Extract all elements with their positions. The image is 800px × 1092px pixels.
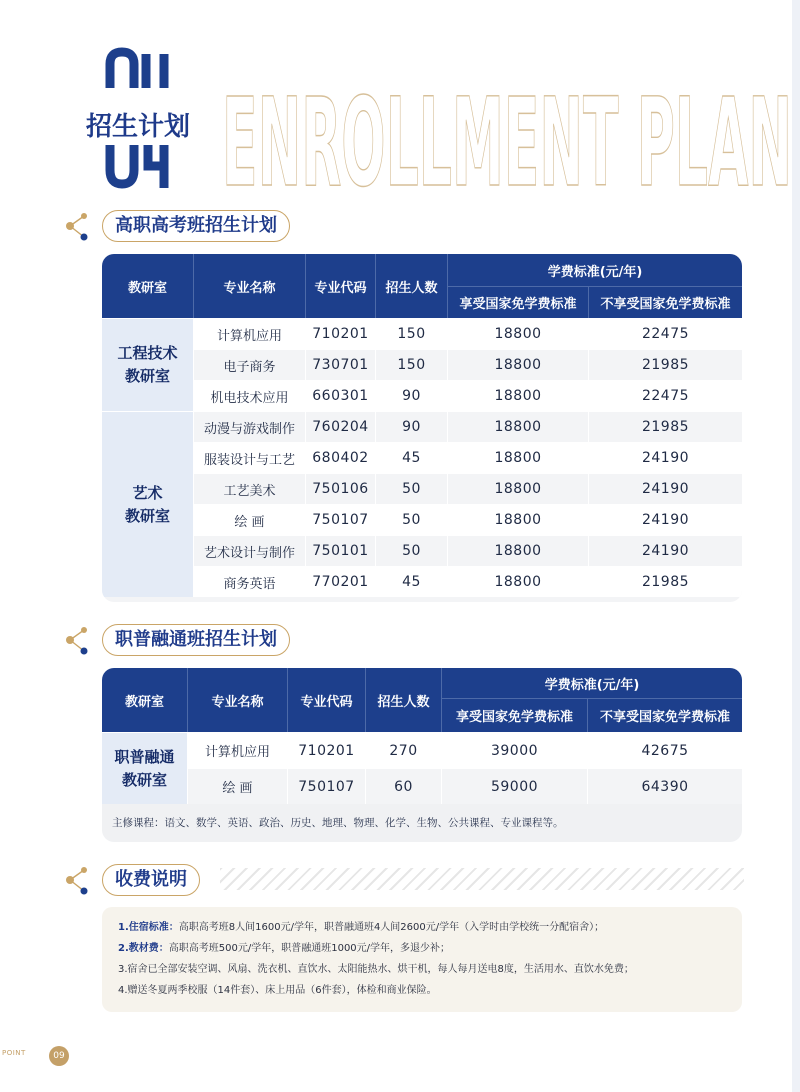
fee-free-cell: 18800 — [448, 380, 589, 411]
header-fee-free: 享受国家免学费标准 — [442, 698, 588, 732]
code-cell: 750106 — [306, 473, 376, 504]
count-cell: 60 — [366, 768, 442, 804]
dept-line1: 艺术 — [132, 483, 163, 502]
connector-dots-icon — [64, 626, 92, 656]
dept-cell — [102, 411, 194, 597]
code-cell: 710201 — [306, 318, 376, 349]
section1-heading — [64, 208, 744, 248]
code-cell: 760204 — [306, 411, 376, 442]
dept-cell — [102, 732, 188, 804]
table-row — [102, 380, 742, 411]
header-fee-group: 学费标准(元/年) — [448, 254, 742, 286]
fee-item-text: 3.宿舍已全部安装空调、风扇、洗衣机、直饮水、太阳能热水、烘干机，每人每月送电8度，生活用水、直饮水免费； — [118, 964, 634, 975]
fee-free-cell: 18800 — [448, 411, 589, 442]
fee-nonfree-cell: 24190 — [589, 442, 742, 473]
major-cell: 服装设计与工艺 — [194, 442, 306, 473]
header-code: 专业代码 — [306, 254, 376, 318]
fee-nonfree-cell: 21985 — [589, 411, 742, 442]
hatch-decoration — [220, 868, 744, 890]
page-footer — [2, 1046, 66, 1066]
major-cell: 机电技术应用 — [194, 380, 306, 411]
count-cell: 50 — [376, 504, 448, 535]
fee-nonfree-cell: 64390 — [588, 768, 742, 804]
count-cell: 150 — [376, 318, 448, 349]
header-code: 专业代码 — [288, 668, 366, 732]
header-dept: 教研室 — [102, 254, 194, 318]
section2-title: 职普融通班招生计划 — [102, 624, 290, 656]
fee-item-label: 2.教材费： — [118, 943, 169, 954]
table-row — [102, 411, 742, 442]
section3-heading — [64, 862, 744, 902]
header-dept: 教研室 — [102, 668, 188, 732]
fee-nonfree-cell: 22475 — [589, 318, 742, 349]
fee-nonfree-cell: 24190 — [589, 504, 742, 535]
fee-free-cell: 39000 — [442, 732, 588, 768]
fee-item-label: 1.住宿标准： — [118, 922, 179, 933]
header-count: 招生人数 — [366, 668, 442, 732]
count-cell: 90 — [376, 411, 448, 442]
code-cell: 770201 — [306, 566, 376, 597]
count-cell: 270 — [366, 732, 442, 768]
header-fee-nonfree: 不享受国家免学费标准 — [589, 286, 742, 318]
major-cell: 工艺美术 — [194, 473, 306, 504]
fee-nonfree-cell: 21985 — [589, 349, 742, 380]
table-row — [102, 349, 742, 380]
page-edge-strip — [792, 0, 800, 1092]
fee-item — [118, 938, 726, 959]
fee-free-cell: 18800 — [448, 566, 589, 597]
dept-line1: 工程技术 — [117, 344, 178, 362]
header-fee-group: 学费标准(元/年) — [442, 668, 742, 698]
code-cell: 680402 — [306, 442, 376, 473]
header-major: 专业名称 — [188, 668, 288, 732]
dept-cell — [102, 318, 194, 411]
table-row — [102, 566, 742, 597]
fee-item-text: 4.赠送冬夏两季校服（14件套）、床上用品（6件套），体检和商业保险。 — [118, 985, 437, 996]
dept-line1: 职普融通 — [114, 747, 175, 766]
fee-item — [118, 959, 726, 980]
fee-item-text: 高职高考班500元/学年，职普融通班1000元/学年，多退少补； — [168, 943, 451, 954]
dept-line2: 教研室 — [121, 770, 167, 789]
table-row — [102, 732, 742, 768]
table-row — [102, 473, 742, 504]
section1-title: 高职高考班招生计划 — [102, 210, 290, 242]
fee-item-text: 高职高考班8人间1600元/学年，职普融通班4人间2600元/学年（入学时由学校统一分配宿舍）； — [178, 922, 605, 933]
table-row — [102, 535, 742, 566]
code-cell: 730701 — [306, 349, 376, 380]
count-cell: 45 — [376, 566, 448, 597]
enrollment-plan-text: ENROLLMENT PLAN — [222, 72, 792, 195]
count-cell: 45 — [376, 442, 448, 473]
fee-free-cell: 18800 — [448, 442, 589, 473]
fee-nonfree-cell: 22475 — [589, 380, 742, 411]
major-cell: 电子商务 — [194, 349, 306, 380]
code-cell: 750107 — [306, 504, 376, 535]
header-fee-free: 享受国家免学费标准 — [448, 286, 589, 318]
enrollment-table-1 — [102, 254, 742, 602]
dept-line2: 教研室 — [124, 506, 170, 525]
connector-dots-icon — [64, 866, 92, 896]
major-cell: 艺术设计与制作 — [194, 535, 306, 566]
table-row — [102, 504, 742, 535]
header-count: 招生人数 — [376, 254, 448, 318]
fee-free-cell: 18800 — [448, 473, 589, 504]
section-label: 招生计划 — [80, 104, 196, 145]
major-cell: 绘 画 — [194, 504, 306, 535]
code-cell: 660301 — [306, 380, 376, 411]
main-courses-note: 主修课程：语文、数学、英语、政治、历史、地理、物理、化学、生物、公共课程、专业课程等。 — [102, 804, 742, 842]
header-fee-nonfree: 不享受国家免学费标准 — [588, 698, 742, 732]
fee-nonfree-cell: 42675 — [588, 732, 742, 768]
code-cell: 750107 — [288, 768, 366, 804]
enrollment-plan-title — [222, 40, 792, 195]
enrollment-table-2 — [102, 668, 742, 804]
count-cell: 50 — [376, 473, 448, 504]
fee-item — [118, 980, 726, 1001]
fee-free-cell: 18800 — [448, 349, 589, 380]
footer-label: POINT — [2, 1049, 26, 1057]
major-cell: 商务英语 — [194, 566, 306, 597]
fee-free-cell: 18800 — [448, 318, 589, 349]
major-cell: 计算机应用 — [194, 318, 306, 349]
table-row — [102, 768, 742, 804]
connector-dots-icon — [64, 212, 92, 242]
header-major: 专业名称 — [194, 254, 306, 318]
major-cell: 计算机应用 — [188, 732, 288, 768]
fee-item — [118, 917, 726, 938]
section2-heading — [64, 622, 744, 662]
code-cell: 710201 — [288, 732, 366, 768]
count-cell: 50 — [376, 535, 448, 566]
fee-nonfree-cell: 24190 — [589, 535, 742, 566]
fee-free-cell: 18800 — [448, 504, 589, 535]
major-cell: 动漫与游戏制作 — [194, 411, 306, 442]
code-cell: 750101 — [306, 535, 376, 566]
count-cell: 90 — [376, 380, 448, 411]
page-number: 09 — [49, 1046, 69, 1066]
fee-nonfree-cell: 21985 — [589, 566, 742, 597]
fees-box — [102, 907, 742, 1012]
dept-line2: 教研室 — [124, 367, 170, 385]
fee-nonfree-cell: 24190 — [589, 473, 742, 504]
table-row — [102, 318, 742, 349]
count-cell: 150 — [376, 349, 448, 380]
table-row — [102, 442, 742, 473]
section3-title: 收费说明 — [102, 864, 200, 896]
major-cell: 绘 画 — [188, 768, 288, 804]
fee-free-cell: 59000 — [442, 768, 588, 804]
fee-free-cell: 18800 — [448, 535, 589, 566]
